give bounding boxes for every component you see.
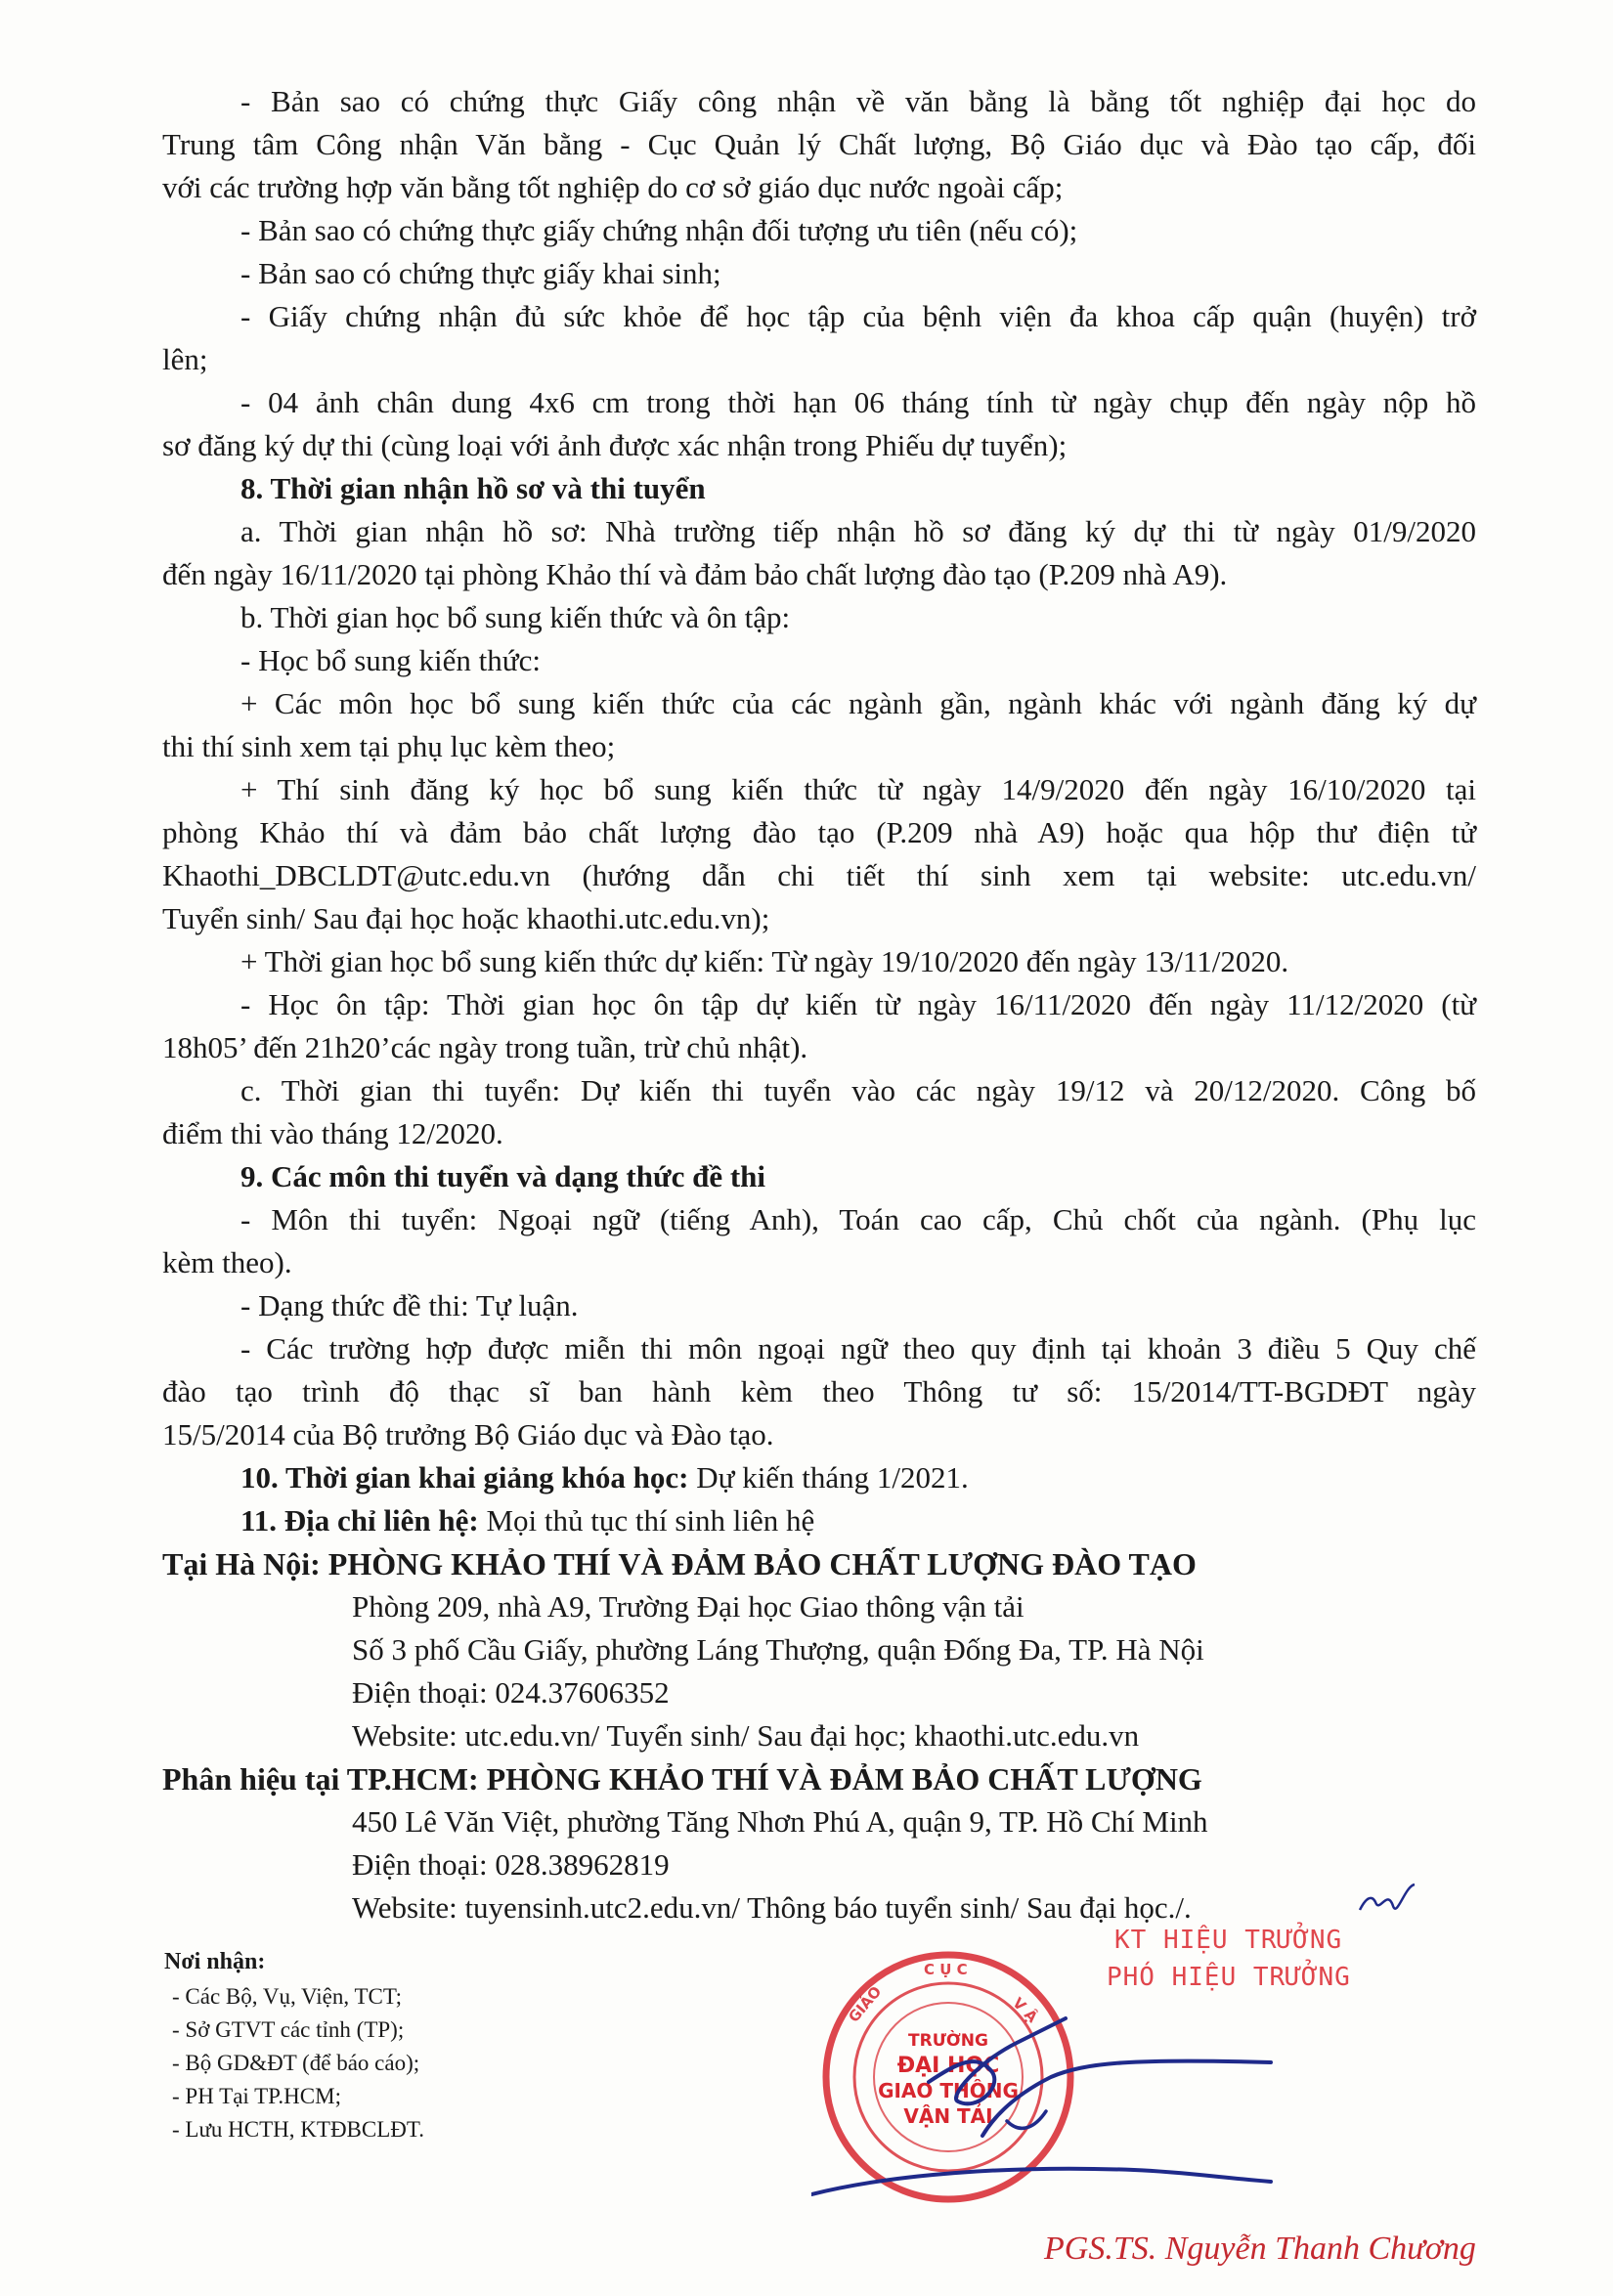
hanoi-office-title: Tại Hà Nội: PHÒNG KHẢO THÍ VÀ ĐẢM BẢO CHẤT LƯỢNG ĐÀO TẠO [162,1546,1197,1581]
hanoi-address-1: Phòng 209, nhà A9, Trường Đại học Giao thông vận tải [352,1589,1024,1624]
body-line: đến ngày 16/11/2020 tại phòng Khảo thí và đảm bảo chất lượng đào tạo (P.209 nhà A9). [162,557,1228,591]
body-line: - Môn thi tuyển: Ngoại ngữ (tiếng Anh), Toán cao cấp, Chủ chốt của ngành. (Phụ lục [240,1202,1476,1236]
body-line: 15/5/2014 của Bộ trưởng Bộ Giáo dục và Đào tạo. [162,1417,774,1451]
hanoi-website: Website: utc.edu.vn/ Tuyển sinh/ Sau đại học; khaothi.utc.edu.vn [352,1718,1140,1753]
section-11 [240,1499,814,1542]
section-11-label: 11. Địa chỉ liên hệ: [240,1503,479,1538]
signer-title-1: KT HIỆU TRƯỞNG [1114,1926,1343,1955]
hcm-phone: Điện thoại: 028.38962819 [352,1847,670,1882]
body-line: - Dạng thức đề thi: Tự luận. [240,1288,579,1322]
recipients-title: Nơi nhận: [164,1949,266,1974]
body-line: phòng Khảo thí và đảm bảo chất lượng đào tạo (P.209 nhà A9) hoặc qua hộp thư điện tử [162,815,1476,849]
section-8-heading: 8. Thời gian nhận hồ sơ và thi tuyển [240,471,706,505]
hanoi-phone: Điện thoại: 024.37606352 [352,1675,670,1710]
body-line: thi thí sinh xem tại phụ lục kèm theo; [162,729,616,763]
body-line: Tuyển sinh/ Sau đại học hoặc khaothi.utc.edu.vn); [162,901,770,935]
body-line: 18h05’ đến 21h20’các ngày trong tuần, trừ chủ nhật). [162,1030,808,1064]
body-line: c. Thời gian thi tuyển: Dự kiến thi tuyển vào các ngày 19/12 và 20/12/2020. Công bố [240,1073,1476,1107]
body-line: đào tạo trình độ thạc sĩ ban hành kèm theo Thông tư số: 15/2014/TT-BGDĐT ngày [162,1374,1476,1408]
body-line: + Thí sinh đăng ký học bổ sung kiến thức từ ngày 14/9/2020 đến ngày 16/10/2020 tại [240,772,1476,806]
recipient-item: - Sở GTVT các tỉnh (TP); [172,2017,405,2042]
initial-mark [1354,1881,1422,1929]
body-line: - Bản sao có chứng thực Giấy công nhận về văn bằng là bằng tốt nghiệp đại học do [240,84,1476,118]
body-line: - Giấy chứng nhận đủ sức khỏe để học tập của bệnh viện đa khoa cấp quận (huyện) trở [240,299,1476,333]
signer-title-2: PHÓ HIỆU TRƯỞNG [1107,1963,1351,1992]
section-10-value: Dự kiến tháng 1/2021. [688,1460,969,1495]
recipient-item: - PH Tại TP.HCM; [172,2084,341,2108]
body-line: lên; [162,342,208,376]
seal-line-2: ĐẠI HỌC [896,2054,1000,2078]
hcm-office-title: Phân hiệu tại TP.HCM: PHÒNG KHẢO THÍ VÀ ĐẢM BẢO CHẤT LƯỢNG [162,1761,1202,1797]
svg-text:C Ụ C: C Ụ C [924,1961,968,1978]
hcm-website: Website: tuyensinh.utc2.edu.vn/ Thông báo tuyển sinh/ Sau đại học./. [352,1890,1192,1925]
hanoi-address-2: Số 3 phố Cầu Giấy, phường Láng Thượng, quận Đống Đa, TP. Hà Nội [352,1632,1204,1667]
body-line: với các trường hợp văn bằng tốt nghiệp do cơ sở giáo dục nước ngoài cấp; [162,170,1064,204]
body-line: - Các trường hợp được miễn thi môn ngoại ngữ theo quy định tại khoản 3 điều 5 Quy chế [240,1331,1476,1365]
body-line: sơ đăng ký dự thi (cùng loại với ảnh được xác nhận trong Phiếu dự tuyển); [162,428,1068,462]
body-line: - Bản sao có chứng thực giấy khai sinh; [240,256,721,290]
body-line: - Học bổ sung kiến thức: [240,643,541,677]
recipient-item: - Bộ GD&ĐT (để báo cáo); [172,2051,420,2075]
recipient-item: - Các Bộ, Vụ, Viện, TCT; [172,1984,403,2009]
svg-text:V Ậ: V Ậ [1009,1994,1042,2026]
recipient-item: - Lưu HCTH, KTĐBCLĐT. [172,2117,424,2142]
section-9-heading: 9. Các môn thi tuyển và dạng thức đề thi [240,1159,766,1193]
body-line: + Thời gian học bổ sung kiến thức dự kiến: Từ ngày 19/10/2020 đến ngày 13/11/2020. [240,944,1289,978]
body-line: + Các môn học bổ sung kiến thức của các ngành gần, ngành khác với ngành đăng ký dự [240,686,1476,720]
svg-text:GIÁO: GIÁO [845,1982,886,2026]
handwritten-signature [811,1965,1281,2219]
body-line: - Bản sao có chứng thực giấy chứng nhận đối tượng ưu tiên (nếu có); [240,213,1078,247]
hcm-address: 450 Lê Văn Việt, phường Tăng Nhơn Phú A, quận 9, TP. Hồ Chí Minh [352,1804,1208,1839]
section-10-label: 10. Thời gian khai giảng khóa học: [240,1460,689,1495]
seal-line-1: TRƯỜNG [908,2031,988,2051]
signer-name: PGS.TS. Nguyễn Thanh Chương [1044,2231,1476,2267]
section-10 [240,1456,969,1499]
seal-line-4: VẬN TẢI [903,2104,993,2128]
section-11-value: Mọi thủ tục thí sinh liên hệ [478,1503,815,1538]
body-line: a. Thời gian nhận hồ sơ: Nhà trường tiếp nhận hồ sơ đăng ký dự thi từ ngày 01/9/2020 [240,514,1476,548]
body-line: - 04 ảnh chân dung 4x6 cm trong thời hạn 06 tháng tính từ ngày chụp đến ngày nộp hồ [240,385,1476,419]
body-line: - Học ôn tập: Thời gian học ôn tập dự kiến từ ngày 16/11/2020 đến ngày 11/12/2020 (từ [240,987,1476,1021]
body-line: kèm theo). [162,1245,292,1279]
body-line: điểm thi vào tháng 12/2020. [162,1116,503,1150]
body-line: b. Thời gian học bổ sung kiến thức và ôn tập: [240,600,791,634]
body-line: Khaothi_DBCLDT@utc.edu.vn (hướng dẫn chi tiết thí sinh xem tại website: utc.edu.vn/ [162,858,1476,892]
seal-line-3: GIAO THÔNG [878,2079,1019,2102]
body-line: Trung tâm Công nhận Văn bằng - Cục Quản lý Chất lượng, Bộ Giáo dục và Đào tạo cấp, đối [162,127,1476,161]
